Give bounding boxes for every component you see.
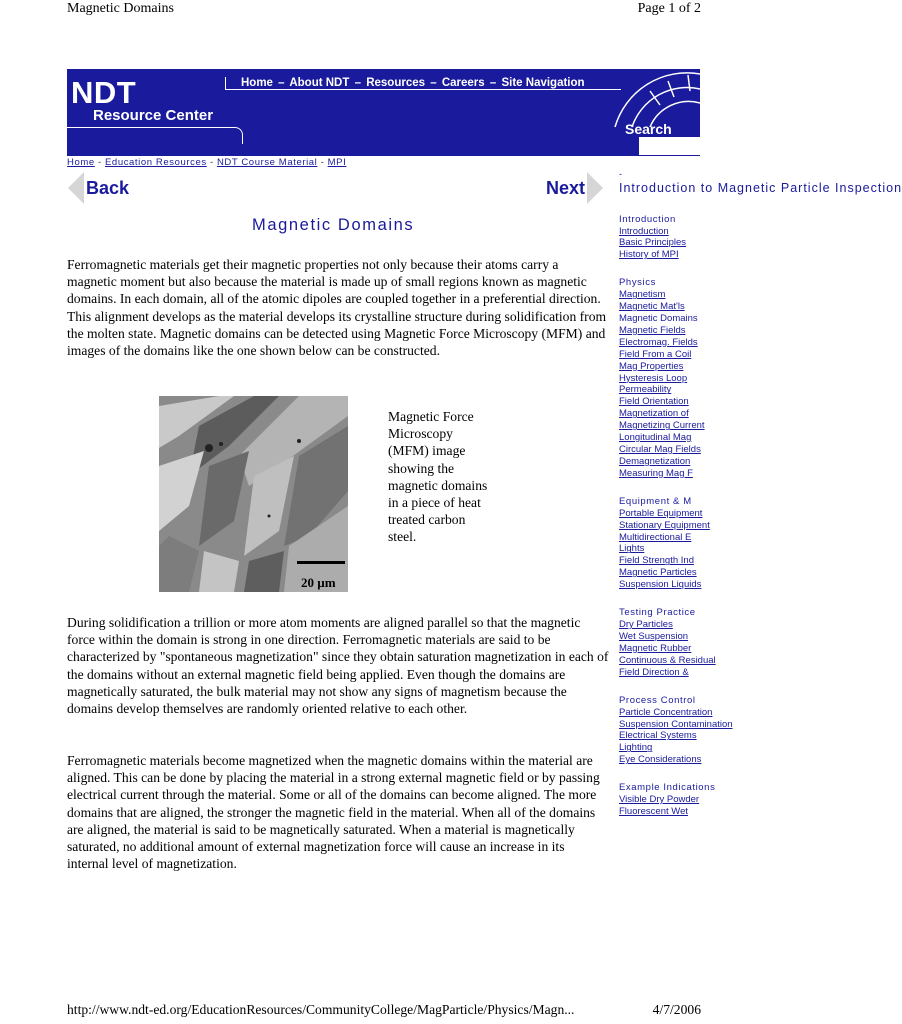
sidebar-link[interactable]: Particle Concentration: [619, 706, 713, 718]
top-navigation: [241, 77, 585, 89]
sidebar-link[interactable]: Magnetism: [619, 289, 666, 301]
sidebar-link[interactable]: Hysteresis Loop: [619, 372, 688, 384]
sidebar-link[interactable]: Permeability: [619, 384, 672, 396]
sidebar-link[interactable]: Portable Equipment: [619, 507, 703, 519]
nav-about-ndt[interactable]: About NDT: [289, 77, 350, 89]
sidebar-section: [619, 277, 705, 480]
paragraph-magnetization: Ferromagnetic materials become magnetized when the magnetic domains within the material are aligned. This can be done by placing the material in a strong external magnetic field or by passing electrical current through the material. Some or all of the domains can become aligned. The more domains that are aligned, the stronger the magnetic field in the material. When all of the domains are aligned, the material is said to be magnetically saturated. When a material is magnetically saturated, no additional amount of external magnetization force will cause an increase in its internal level of magnetization.: [67, 753, 600, 872]
sidebar-section-heading: Physics: [619, 277, 656, 289]
nav-separator: –: [278, 77, 285, 89]
back-arrow-icon: [68, 172, 84, 204]
sidebar-section: [619, 782, 716, 818]
mfm-domain-image: [159, 396, 348, 592]
next-button-label: Next: [546, 177, 586, 198]
search-label: Search: [625, 121, 672, 137]
breadcrumb-home[interactable]: Home: [67, 157, 95, 168]
sidebar-link[interactable]: Wet Suspension: [619, 630, 689, 642]
sidebar-link[interactable]: Stationary Equipment: [619, 519, 710, 531]
sidebar-link[interactable]: Continuous & Residual: [619, 654, 716, 666]
search-input[interactable]: [639, 137, 700, 155]
sidebar-link[interactable]: History of MPI: [619, 249, 679, 261]
breadcrumb-separator: -: [94, 157, 105, 168]
next-arrow-icon: [587, 172, 603, 204]
sidebar-link[interactable]: Longitudinal Mag: [619, 432, 692, 444]
image-caption: Magnetic Force Microscopy (MFM) image showing the magnetic domains in a piece of heat treated carbon steel.: [388, 409, 488, 545]
sidebar-link[interactable]: Magnetic Fields: [619, 324, 686, 336]
sidebar-section-heading: Equipment & M: [619, 495, 692, 507]
site-banner: [67, 69, 700, 156]
sidebar-title: Introduction to Magnetic Particle Inspection: [619, 181, 902, 195]
sidebar-dash: -: [619, 169, 622, 179]
sidebar-section: [619, 607, 716, 679]
sidebar-link[interactable]: Introduction: [619, 225, 669, 237]
sidebar-link[interactable]: Lights: [619, 543, 645, 555]
breadcrumb-separator: -: [206, 157, 217, 168]
paragraph-intro: Ferromagnetic materials get their magnetic properties not only because their atoms carry a magnetic moment but also because the material is made up of small regions known as magnetic domains. In each domain, all of the atomic dipoles are coupled together in a preferential direction. This alignment develops as the material develops its crystalline structure during solidification from the molten state. Magnetic domains can be detected using Magnetic Force Microscopy (MFM) and images of the domains like the one shown below can be constructed.: [67, 257, 607, 359]
print-header-title: Magnetic Domains: [67, 1, 174, 16]
sidebar-link[interactable]: Visible Dry Powder: [619, 794, 700, 806]
breadcrumb-ndt-course-material[interactable]: NDT Course Material: [216, 157, 318, 168]
sidebar-link[interactable]: Magnetic Particles: [619, 567, 697, 579]
sidebar-section: [619, 214, 700, 262]
sidebar-section-heading: Example Indications: [619, 782, 716, 794]
nav-careers[interactable]: Careers: [441, 77, 485, 89]
nav-site-navigation[interactable]: Site Navigation: [501, 77, 585, 89]
sidebar-section: [619, 694, 733, 767]
sidebar-section-heading: Introduction: [619, 213, 676, 225]
nav-separator: –: [430, 77, 437, 89]
breadcrumb: [67, 157, 346, 168]
sidebar-link[interactable]: Suspension Contamination: [619, 718, 733, 730]
sidebar-link[interactable]: Magnetization of: [619, 408, 689, 420]
breadcrumb-education-resources[interactable]: Education Resources: [105, 157, 207, 168]
scale-bar-label: 20 µm: [301, 575, 336, 590]
sidebar-link[interactable]: Magnetic Mat'ls: [619, 301, 685, 313]
breadcrumb-separator: -: [317, 157, 328, 168]
sidebar-link[interactable]: Dry Particles: [619, 619, 673, 631]
sidebar-link[interactable]: Multidirectional E: [619, 531, 692, 543]
sidebar-section: [619, 495, 710, 591]
nav-separator: –: [489, 77, 497, 89]
sidebar-current-page: Magnetic Domains: [619, 313, 698, 325]
nav-resources[interactable]: Resources: [366, 77, 426, 89]
sidebar-link[interactable]: Fluorescent Wet: [619, 806, 688, 818]
sidebar-link[interactable]: Field From a Coil: [619, 348, 692, 360]
sidebar-link[interactable]: Measuring Mag F: [619, 467, 693, 479]
sidebar-link[interactable]: Eye Considerations: [619, 754, 702, 766]
print-header-page: Page 1 of 2: [637, 1, 701, 16]
print-footer-url: http://www.ndt-ed.org/EducationResources/CommunityCollege/MagParticle/Physics/Magn...: [67, 1002, 575, 1017]
sidebar-link[interactable]: Mag Properties: [619, 360, 684, 372]
site-logo-subtitle: Resource Center: [93, 107, 214, 124]
site-logo[interactable]: NDT: [71, 75, 137, 110]
print-header: [67, 0, 701, 22]
sidebar-section-heading: Process Control: [619, 694, 696, 706]
print-footer: [67, 1002, 701, 1024]
sidebar-link[interactable]: Circular Mag Fields: [619, 444, 701, 455]
sidebar-link[interactable]: Suspension Liquids: [619, 579, 702, 591]
page-title: Magnetic Domains: [252, 216, 415, 234]
nav-home[interactable]: Home: [241, 77, 273, 89]
sidebar-link[interactable]: Magnetic Rubber: [619, 642, 692, 654]
back-button[interactable]: [68, 172, 129, 204]
sidebar-link[interactable]: Field Orientation: [619, 396, 689, 408]
course-sidebar: [619, 168, 902, 834]
sidebar-link[interactable]: Electromag. Fields: [619, 336, 698, 348]
breadcrumb-mpi[interactable]: MPI: [327, 157, 347, 168]
sidebar-link[interactable]: Magnetizing Current: [619, 420, 705, 432]
sidebar-link[interactable]: Electrical Systems: [619, 730, 697, 742]
sidebar-link[interactable]: Basic Principles: [619, 237, 687, 249]
sidebar-link[interactable]: Demagnetization: [619, 455, 691, 467]
sidebar-link[interactable]: Lighting: [619, 742, 653, 754]
logo-swoosh-decoration: [67, 127, 243, 144]
sidebar-link[interactable]: Field Direction &: [619, 666, 689, 678]
sidebar-link[interactable]: Field Strength Ind: [619, 555, 694, 567]
nav-separator: –: [354, 77, 361, 89]
paragraph-solidification: During solidification a trillion or more atom moments are aligned parallel so that the magnetic force within the domain is strong in one direction. Ferromagnetic materials are said to be characterized by "spontaneous magnetization" since they obtain saturation magnetization in each of the domains without an external magnetic field being applied. Even though the domains are magnetically saturated, the bulk material may not show any signs of magnetism because the domains develop themselves are randomly oriented relative to each other.: [67, 615, 609, 717]
back-button-label: Back: [86, 177, 130, 198]
print-footer-date: 4/7/2006: [652, 1002, 701, 1017]
next-button[interactable]: [546, 172, 603, 204]
sidebar-section-heading: Testing Practice: [619, 607, 696, 619]
